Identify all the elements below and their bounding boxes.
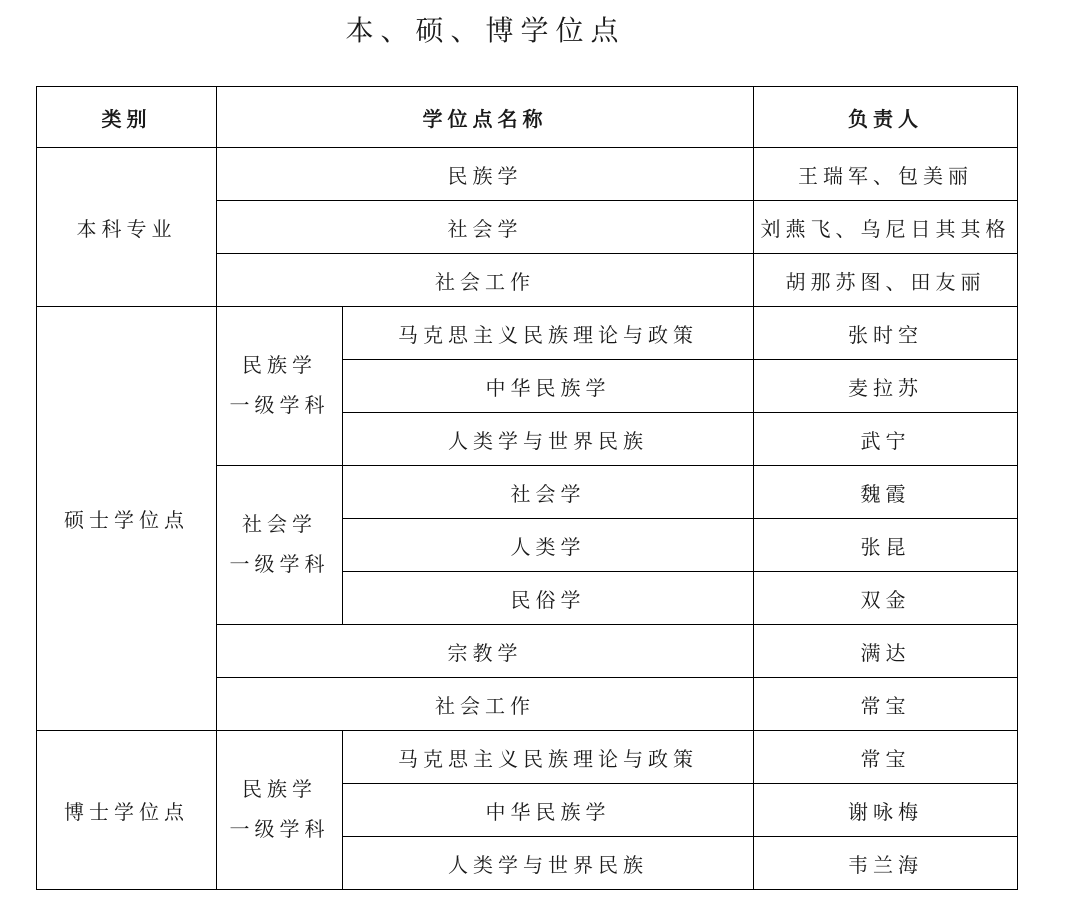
table-header-row (37, 87, 1018, 148)
subcategory-cell (217, 307, 343, 466)
leader-cell: 满达 (754, 625, 1018, 678)
table-row (37, 307, 1018, 360)
subcategory-line: 社会学 (242, 514, 317, 536)
subcategory-line: 一级学科 (229, 554, 330, 576)
subcategory-line: 民族学 (242, 779, 317, 801)
name-cell: 社会工作 (217, 678, 754, 731)
header-leader-cell: 负责人 (754, 87, 1018, 148)
page (0, 14, 1069, 909)
category-cell: 本科专业 (37, 148, 217, 307)
degree-table (36, 86, 1018, 890)
name-cell: 人类学与世界民族 (343, 837, 754, 890)
name-cell: 中华民族学 (343, 784, 754, 837)
name-cell: 人类学与世界民族 (343, 413, 754, 466)
name-cell: 社会学 (343, 466, 754, 519)
leader-cell: 常宝 (754, 731, 1018, 784)
table-row (37, 731, 1018, 784)
leader-cell: 韦兰海 (754, 837, 1018, 890)
name-cell: 马克思主义民族理论与政策 (343, 307, 754, 360)
leader-cell: 刘燕飞、乌尼日其其格 (754, 201, 1018, 254)
header-category-cell: 类别 (37, 87, 217, 148)
leader-cell: 魏霞 (754, 466, 1018, 519)
name-cell: 中华民族学 (343, 360, 754, 413)
name-cell: 人类学 (343, 519, 754, 572)
leader-cell: 谢咏梅 (754, 784, 1018, 837)
name-cell: 社会工作 (217, 254, 754, 307)
leader-cell: 张时空 (754, 307, 1018, 360)
table-row (37, 148, 1018, 201)
subcategory-line: 一级学科 (229, 819, 330, 841)
category-cell: 博士学位点 (37, 731, 217, 890)
name-cell: 宗教学 (217, 625, 754, 678)
name-cell: 民俗学 (343, 572, 754, 625)
leader-cell: 胡那苏图、田友丽 (754, 254, 1018, 307)
header-name-cell: 学位点名称 (217, 87, 754, 148)
leader-cell: 常宝 (754, 678, 1018, 731)
page-title: 本、硕、博学位点 (345, 16, 626, 47)
subcategory-line: 一级学科 (229, 395, 330, 417)
subcategory-cell (217, 731, 343, 890)
subcategory-cell (217, 466, 343, 625)
leader-cell: 麦拉苏 (754, 360, 1018, 413)
subcategory-line: 民族学 (242, 355, 317, 377)
leader-cell: 张昆 (754, 519, 1018, 572)
leader-cell: 王瑞军、包美丽 (754, 148, 1018, 201)
leader-cell: 武宁 (754, 413, 1018, 466)
name-cell: 马克思主义民族理论与政策 (343, 731, 754, 784)
leader-cell: 双金 (754, 572, 1018, 625)
name-cell: 社会学 (217, 201, 754, 254)
category-cell: 硕士学位点 (37, 307, 217, 731)
name-cell: 民族学 (217, 148, 754, 201)
